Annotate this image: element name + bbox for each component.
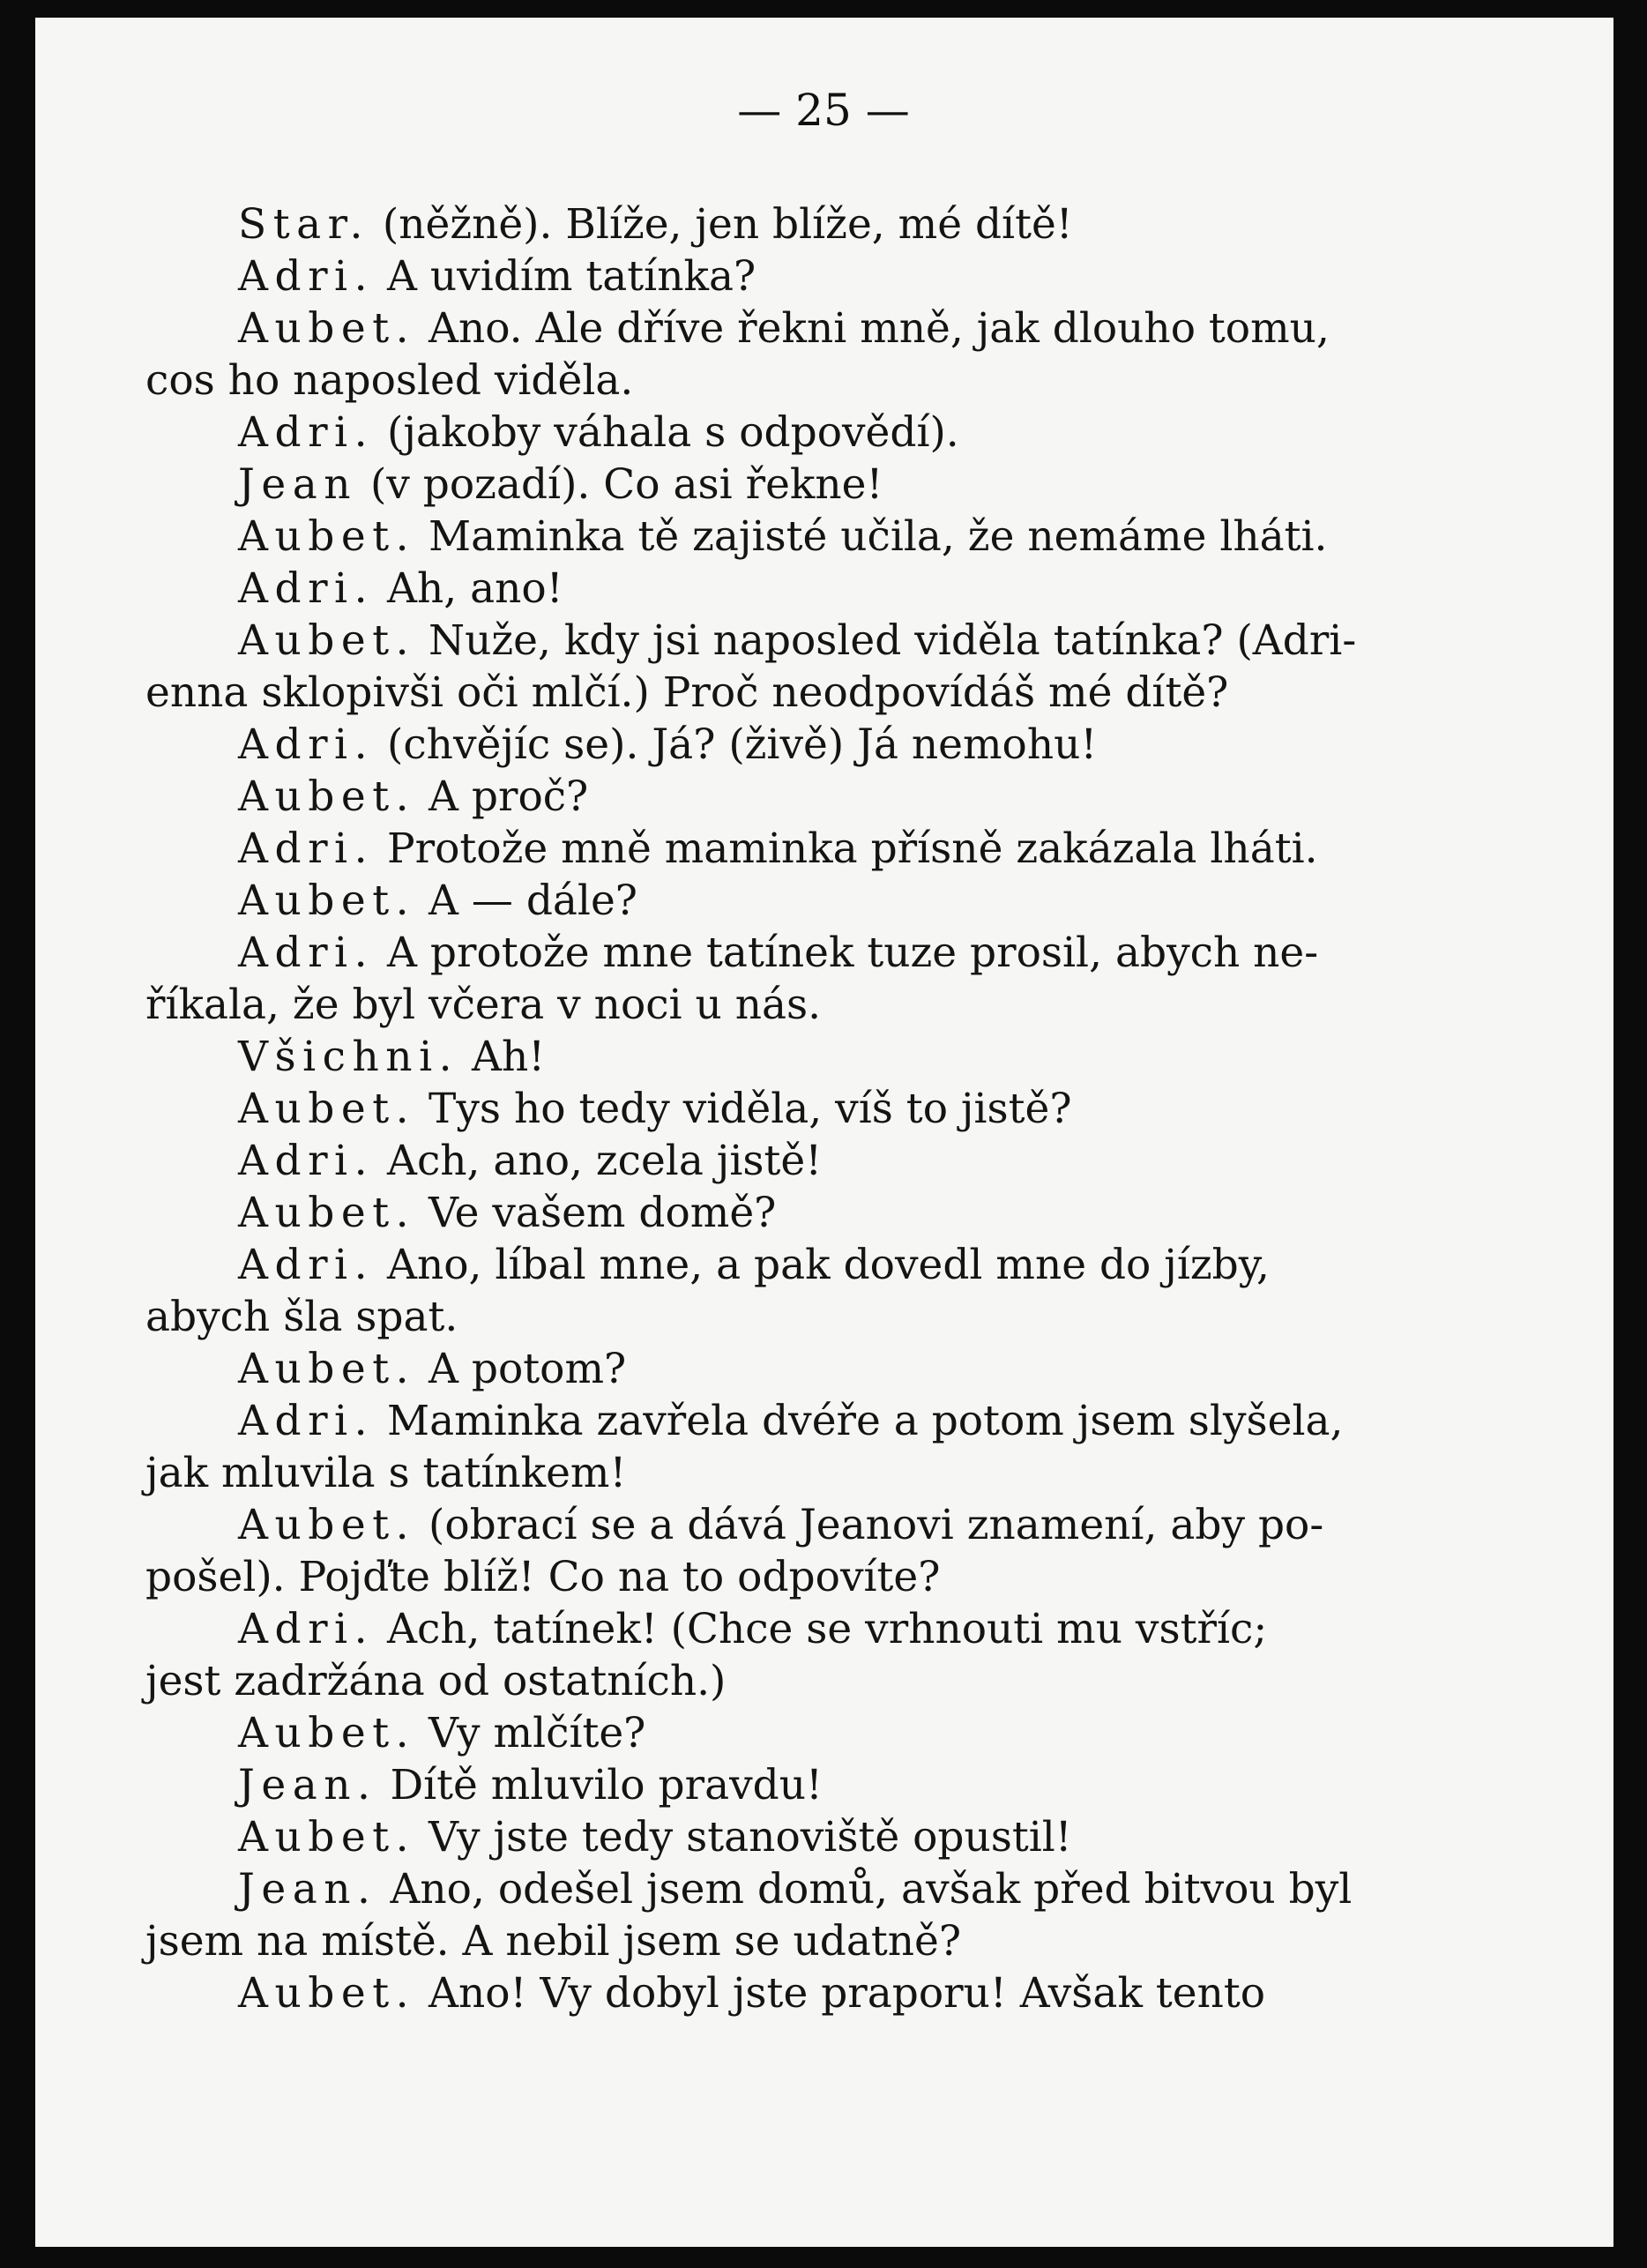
text-line xyxy=(145,198,1452,250)
text-line xyxy=(145,1291,1452,1343)
text-line xyxy=(145,563,1452,615)
line-text: Dítě mluvilo pravdu! xyxy=(376,1761,823,1809)
speaker-name: Aubet. xyxy=(238,1085,416,1133)
line-text: (chvějíc se). Já? (živě) Já nemohu! xyxy=(374,720,1098,769)
line-text: pošel). Pojďte blíž! Co na to odpovíte? xyxy=(145,1553,941,1601)
speaker-name: Jean. xyxy=(238,1761,377,1809)
speaker-name: Aubet. xyxy=(238,1709,416,1757)
speaker-name: Jean. xyxy=(238,1865,377,1914)
text-line xyxy=(145,667,1452,719)
text-line xyxy=(145,875,1452,927)
text-line xyxy=(145,1551,1452,1603)
speaker-name: Jean xyxy=(238,460,358,509)
text-line xyxy=(145,1031,1452,1083)
speaker-name: Aubet. xyxy=(238,1813,416,1861)
speaker-name: Adri. xyxy=(238,1241,375,1289)
line-text: abych šla spat. xyxy=(145,1293,458,1341)
line-text: A proč? xyxy=(415,772,589,821)
speaker-name: Adri. xyxy=(238,252,375,301)
scan-border-bottom xyxy=(0,2247,1647,2268)
speaker-name: Všichni. xyxy=(238,1033,459,1081)
text-line xyxy=(145,615,1452,667)
line-text: cos ho naposled viděla. xyxy=(145,356,634,405)
text-line xyxy=(145,1655,1452,1707)
scan-border-right xyxy=(1613,0,1647,2268)
line-text: Ano, líbal mne, a pak dovedl mne do jízby, xyxy=(374,1241,1270,1289)
line-text: Maminka tě zajisté učila, že nemáme lháti. xyxy=(415,512,1328,561)
text-line xyxy=(145,771,1452,823)
line-text: jest zadržána od ostatních.) xyxy=(145,1657,727,1705)
speaker-name: Adri. xyxy=(238,1137,375,1185)
line-text: Ve vašem domě? xyxy=(415,1189,777,1237)
text-line xyxy=(145,1499,1452,1551)
line-text: A uvidím tatínka? xyxy=(374,252,756,301)
speaker-name: Aubet. xyxy=(238,1189,416,1237)
line-text: (obrací se a dává Jeanovi znamení, aby po- xyxy=(415,1501,1324,1549)
line-text: jsem na místě. A nebil jsem se udatně? xyxy=(145,1917,962,1966)
line-text: Ano! Vy dobyl jste praporu! Avšak tento xyxy=(415,1969,1266,2018)
page-number: — 25 — xyxy=(737,85,910,136)
line-text: Ano, odešel jsem domů, avšak před bitvou byl xyxy=(376,1865,1353,1914)
text-line xyxy=(145,1395,1452,1447)
text-line xyxy=(145,407,1452,459)
text-line xyxy=(145,1603,1452,1655)
speaker-name: Aubet. xyxy=(238,877,416,925)
text-line xyxy=(145,1967,1452,2019)
speaker-name: Star. xyxy=(238,200,369,249)
line-text: Ach, tatínek! (Chce se vrhnouti mu vstříc; xyxy=(374,1605,1268,1653)
text-line xyxy=(145,1863,1452,1915)
speaker-name: Adri. xyxy=(238,1397,375,1445)
line-text: Ach, ano, zcela jistě! xyxy=(374,1137,823,1185)
text-line xyxy=(145,302,1452,354)
scan-border-left xyxy=(0,0,35,2268)
line-text: Protože mně maminka přísně zakázala lháti. xyxy=(374,824,1318,873)
line-text: jak mluvila s tatínkem! xyxy=(145,1449,627,1497)
text-line xyxy=(145,1083,1452,1135)
text-line xyxy=(145,1707,1452,1759)
text-line xyxy=(145,823,1452,875)
line-text: A protože mne tatínek tuze prosil, abych ne- xyxy=(374,929,1319,977)
line-text: Ah, ano! xyxy=(374,564,563,613)
text-line xyxy=(145,1447,1452,1499)
line-text: Nuže, kdy jsi naposled viděla tatínka? (Adri- xyxy=(415,616,1357,665)
speaker-name: Adri. xyxy=(238,929,375,977)
line-text: Vy jste tedy stanoviště opustil! xyxy=(415,1813,1072,1861)
text-line xyxy=(145,1187,1452,1239)
line-text: Tys ho tedy viděla, víš to jistě? xyxy=(415,1085,1072,1133)
speaker-name: Adri. xyxy=(238,564,375,613)
speaker-name: Adri. xyxy=(238,1605,375,1653)
speaker-name: Aubet. xyxy=(238,512,416,561)
text-line xyxy=(145,1811,1452,1863)
speaker-name: Aubet. xyxy=(238,772,416,821)
speaker-name: Aubet. xyxy=(238,304,416,353)
text-line xyxy=(145,927,1452,979)
text-line xyxy=(145,354,1452,407)
text-line xyxy=(145,1915,1452,1967)
text-line xyxy=(145,459,1452,511)
text-line xyxy=(145,250,1452,302)
line-text: (něžně). Blíže, jen blíže, mé dítě! xyxy=(369,200,1073,249)
speaker-name: Aubet. xyxy=(238,1501,416,1549)
text-line xyxy=(145,719,1452,771)
speaker-name: Adri. xyxy=(238,408,375,457)
speaker-name: Aubet. xyxy=(238,1345,416,1393)
line-text: Vy mlčíte? xyxy=(415,1709,646,1757)
speaker-name: Adri. xyxy=(238,720,375,769)
line-text: (jakoby váhala s odpovědí). xyxy=(374,408,959,457)
dialogue-text xyxy=(145,198,1452,2019)
line-text: enna sklopivši oči mlčí.) Proč neodpovídáš mé dítě? xyxy=(145,668,1229,717)
text-line xyxy=(145,1343,1452,1395)
line-text: Ano. Ale dříve řekni mně, jak dlouho tomu, xyxy=(415,304,1330,353)
text-line xyxy=(145,511,1452,563)
text-line xyxy=(145,1135,1452,1187)
line-text: A potom? xyxy=(415,1345,627,1393)
line-text: Maminka zavřela dvéře a potom jsem slyšela, xyxy=(374,1397,1344,1445)
line-text: říkala, že byl včera v noci u nás. xyxy=(145,981,822,1029)
text-line xyxy=(145,979,1452,1031)
text-line xyxy=(145,1239,1452,1291)
text-line xyxy=(145,1759,1452,1811)
line-text: (v pozadí). Co asi řekne! xyxy=(357,460,883,509)
speaker-name: Aubet. xyxy=(238,1969,416,2018)
line-text: Ah! xyxy=(458,1033,546,1081)
speaker-name: Aubet. xyxy=(238,616,416,665)
line-text: A — dále? xyxy=(415,877,637,925)
speaker-name: Adri. xyxy=(238,824,375,873)
scan-border-top xyxy=(0,0,1647,18)
